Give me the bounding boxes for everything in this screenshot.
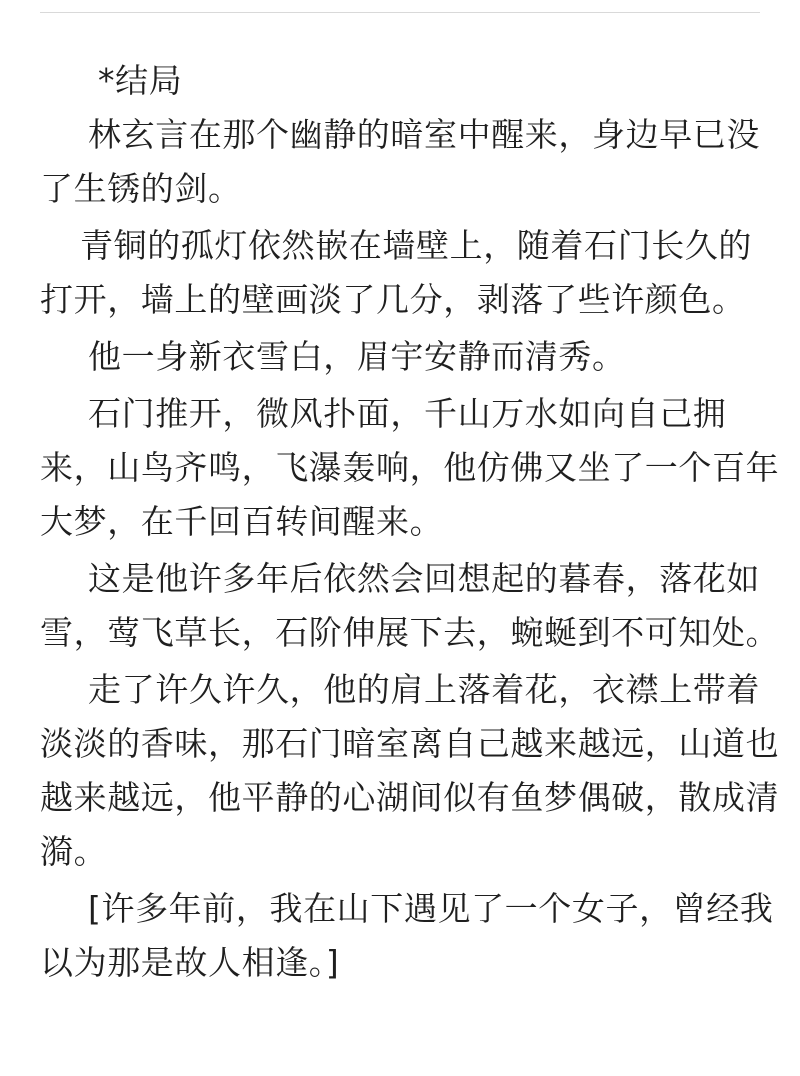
paragraph-6-line-2: 淡淡的香味，那石门暗室离自己越来越远，山道也 [40, 724, 780, 763]
paragraph-1-line-2: 了生锈的剑。 [40, 169, 242, 208]
paragraph-4-line-3: 大梦，在千回百转间醒来。 [40, 502, 444, 541]
paragraph-4-line-2: 来，山鸟齐鸣，飞瀑轰响，他仿佛又坐了一个百年 [40, 448, 780, 487]
paragraph-4-line-1: 石门推开，微风扑面，千山万水如向自己拥 [88, 394, 727, 433]
paragraph-1-line-1: 林玄言在那个幽静的暗室中醒来，身边早已没 [88, 115, 760, 154]
paragraph-6-line-3: 越来越远，他平静的心湖间似有鱼梦偶破，散成清 [40, 778, 780, 817]
paragraph-3-line-1: 他一身新衣雪白，眉宇安静而清秀。 [88, 337, 626, 376]
top-divider [40, 12, 760, 13]
paragraph-7-line-2: 以为那是故人相逢。] [40, 943, 340, 982]
article-body [40, 54, 780, 990]
paragraph-2-line-1: 青铜的孤灯依然嵌在墙壁上，随着石门长久的 [80, 226, 752, 265]
paragraph-5-line-1: 这是他许多年后依然会回想起的暮春，落花如 [88, 559, 760, 598]
paragraph-7-line-1: [许多年前，我在山下遇见了一个女子，曾经我 [88, 889, 774, 928]
paragraph-5-line-2: 雪，莺飞草长，石阶伸展下去，蜿蜒到不可知处。 [40, 613, 780, 652]
chapter-title: *结局 [98, 61, 183, 100]
paragraph-6-line-4: 漪。 [40, 832, 108, 871]
paragraph-2-line-2: 打开，墙上的壁画淡了几分，剥落了些许颜色。 [40, 280, 746, 319]
paragraph-6-line-1: 走了许久许久，他的肩上落着花，衣襟上带着 [88, 670, 760, 709]
